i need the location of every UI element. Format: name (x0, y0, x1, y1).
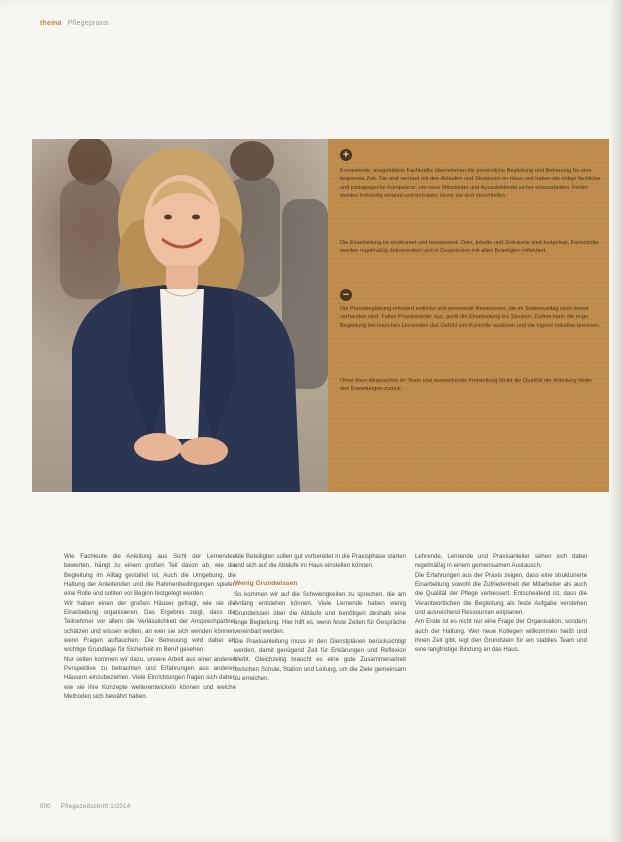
pro-contra-box (328, 139, 609, 492)
text-column-1 (64, 552, 236, 702)
pro-paragraph: Die Einarbeitung ist strukturiert und transparent: Ziele, Inhalte und Zeiträume sind festgelegt, Fortschritte werden regelmäßig dokumentiert und in Gesprächen mit allen Beteiligten reflektiert. (340, 240, 599, 255)
contra-paragraph: Die Praxisbegleitung erfordert zeitliche und personelle Ressourcen, die im Stationsalltag nicht immer vorhanden sind. Fallen Praxisanleiter aus, gerät die Einarbeitung ins Stocken. Zudem kann die enge Begleitung bei manchen Lernenden das Gefühl von Kontrolle auslösen und die eigene Initiative bremsen. (340, 306, 601, 329)
pro-paragraph: Kompetente, ausgebildete Fachkräfte übernehmen die persönliche Begleitung und Betreuung für eine begrenzte Zeit. Sie sind vertraut mit den Abläufen und Strukturen im Haus und haben die nötige fachliche und pädagogische Kompetenz, um neue Mitarbeiter und Auszubildende sicher einzuarbeiten. Fehler werden frühzeitig erkannt und behoben, bevor sie sich einschleifen. (340, 168, 601, 199)
article-paragraph: Nur selten kommen wir dazu, unsere Arbeit aus einer anderen Perspektive zu betrachten und Erfahrungen aus anderen Häusern einzubeziehen. Viele Einrichtungen fragen sich daher, wie sie ihre Konzepte weiterentwickeln können und welche Methoden sich bewährt haben. (64, 655, 236, 701)
article-body (40, 552, 592, 792)
magazine-name: Pflegezeitschrift 1/2014 (60, 804, 131, 810)
page-footer (40, 804, 130, 810)
page-number: 000 (40, 804, 51, 810)
article-paragraph: So kommen wir auf die Schwierigkeiten zu sprechen, die am Anfang entstehen können. Viele Lernende haben wenig Grundwissen über die Abläufe und benötigen deshalb eine enge Begleitung. Hier hilft es, wenn feste Zeiten für Gespräche vereinbart werden. (234, 591, 406, 636)
article-paragraph: Wir haben einen der großen Häuser gefragt, wie sie die Einarbeitung organisieren. Das Ergebnis zeigt, dass die Teilnehmer vor allem die Verlässlichkeit der Ansprechpartner schätzen und wissen wollen, an wen sie sich wenden können, wenn Fragen auftauchen. Die Betreuung wird dabei als wichtige Grundlage für Sicherheit im Beruf gesehen. (64, 599, 236, 654)
running-header (40, 20, 109, 27)
header-topic: Pflegepraxis (67, 20, 109, 27)
article-paragraph: Wie Fachleute die Anleitung aus Sicht der Lernenden bewerten, hängt zu einem großen Teil davon ab, wie die Begleitung im Alltag gestaltet ist. Auch die Umgebung, die Haltung der Anleitenden und die Rahmenbedingungen spielen eine Rolle und sollten vor Beginn festgelegt werden. (64, 553, 236, 598)
article-paragraph: Am Ende ist es nicht nur eine Frage der Organisation, sondern auch der Haltung. Wer neue Kollegen willkommen heißt und ihnen Zeit gibt, legt den Grundstein für ein stabiles Team und eine langfristige Bindung an das Haus. (415, 618, 587, 654)
portrait-illustration (32, 139, 328, 492)
article-paragraph: Lehrende, Lernende und Praxisanleiter sehen sich dabei regelmäßig in einem gemeinsamen Austausch. (415, 553, 587, 570)
page-edge-shadow (609, 0, 623, 842)
portrait-photo (32, 139, 328, 492)
text-column-2 (234, 552, 406, 683)
plus-icon: + (340, 149, 352, 161)
article-paragraph: Die Praxisanleitung muss in den Dienstplänen berücksichtigt werden, damit genügend Zeit für Erklärungen und Reflexion bleibt. Gleichzeitig braucht es eine gute Zusammenarbeit zwischen Schule, Station und Leitung, um die Ziele gemeinsam zu erreichen. (234, 637, 406, 683)
contra-paragraph: Ohne klare Absprachen im Team und ausreichende Freistellung bleibt die Qualität der Anleitung hinter den Erwartungen zurück. (340, 378, 593, 393)
header-section: thema (40, 20, 62, 27)
article-paragraph: Die Erfahrungen aus der Praxis zeigen, dass eine strukturierte Einarbeitung sowohl die Zufriedenheit der Mitarbeiter als auch die Qualität der Pflege verbessert. Entscheidend ist, dass die Verantwortlichen die Begleitung als feste Aufgabe verstehen und ausreichend Ressourcen einplanen. (415, 571, 587, 617)
article-paragraph: Alle Beteiligten sollen gut vorbereitet in die Praxisphase starten und sich auf die Abläufe im Haus einstellen können. (234, 553, 406, 570)
minus-icon: − (340, 289, 352, 301)
text-column-3 (415, 552, 587, 655)
section-subheading: Wenig Grundwissen (234, 579, 298, 587)
